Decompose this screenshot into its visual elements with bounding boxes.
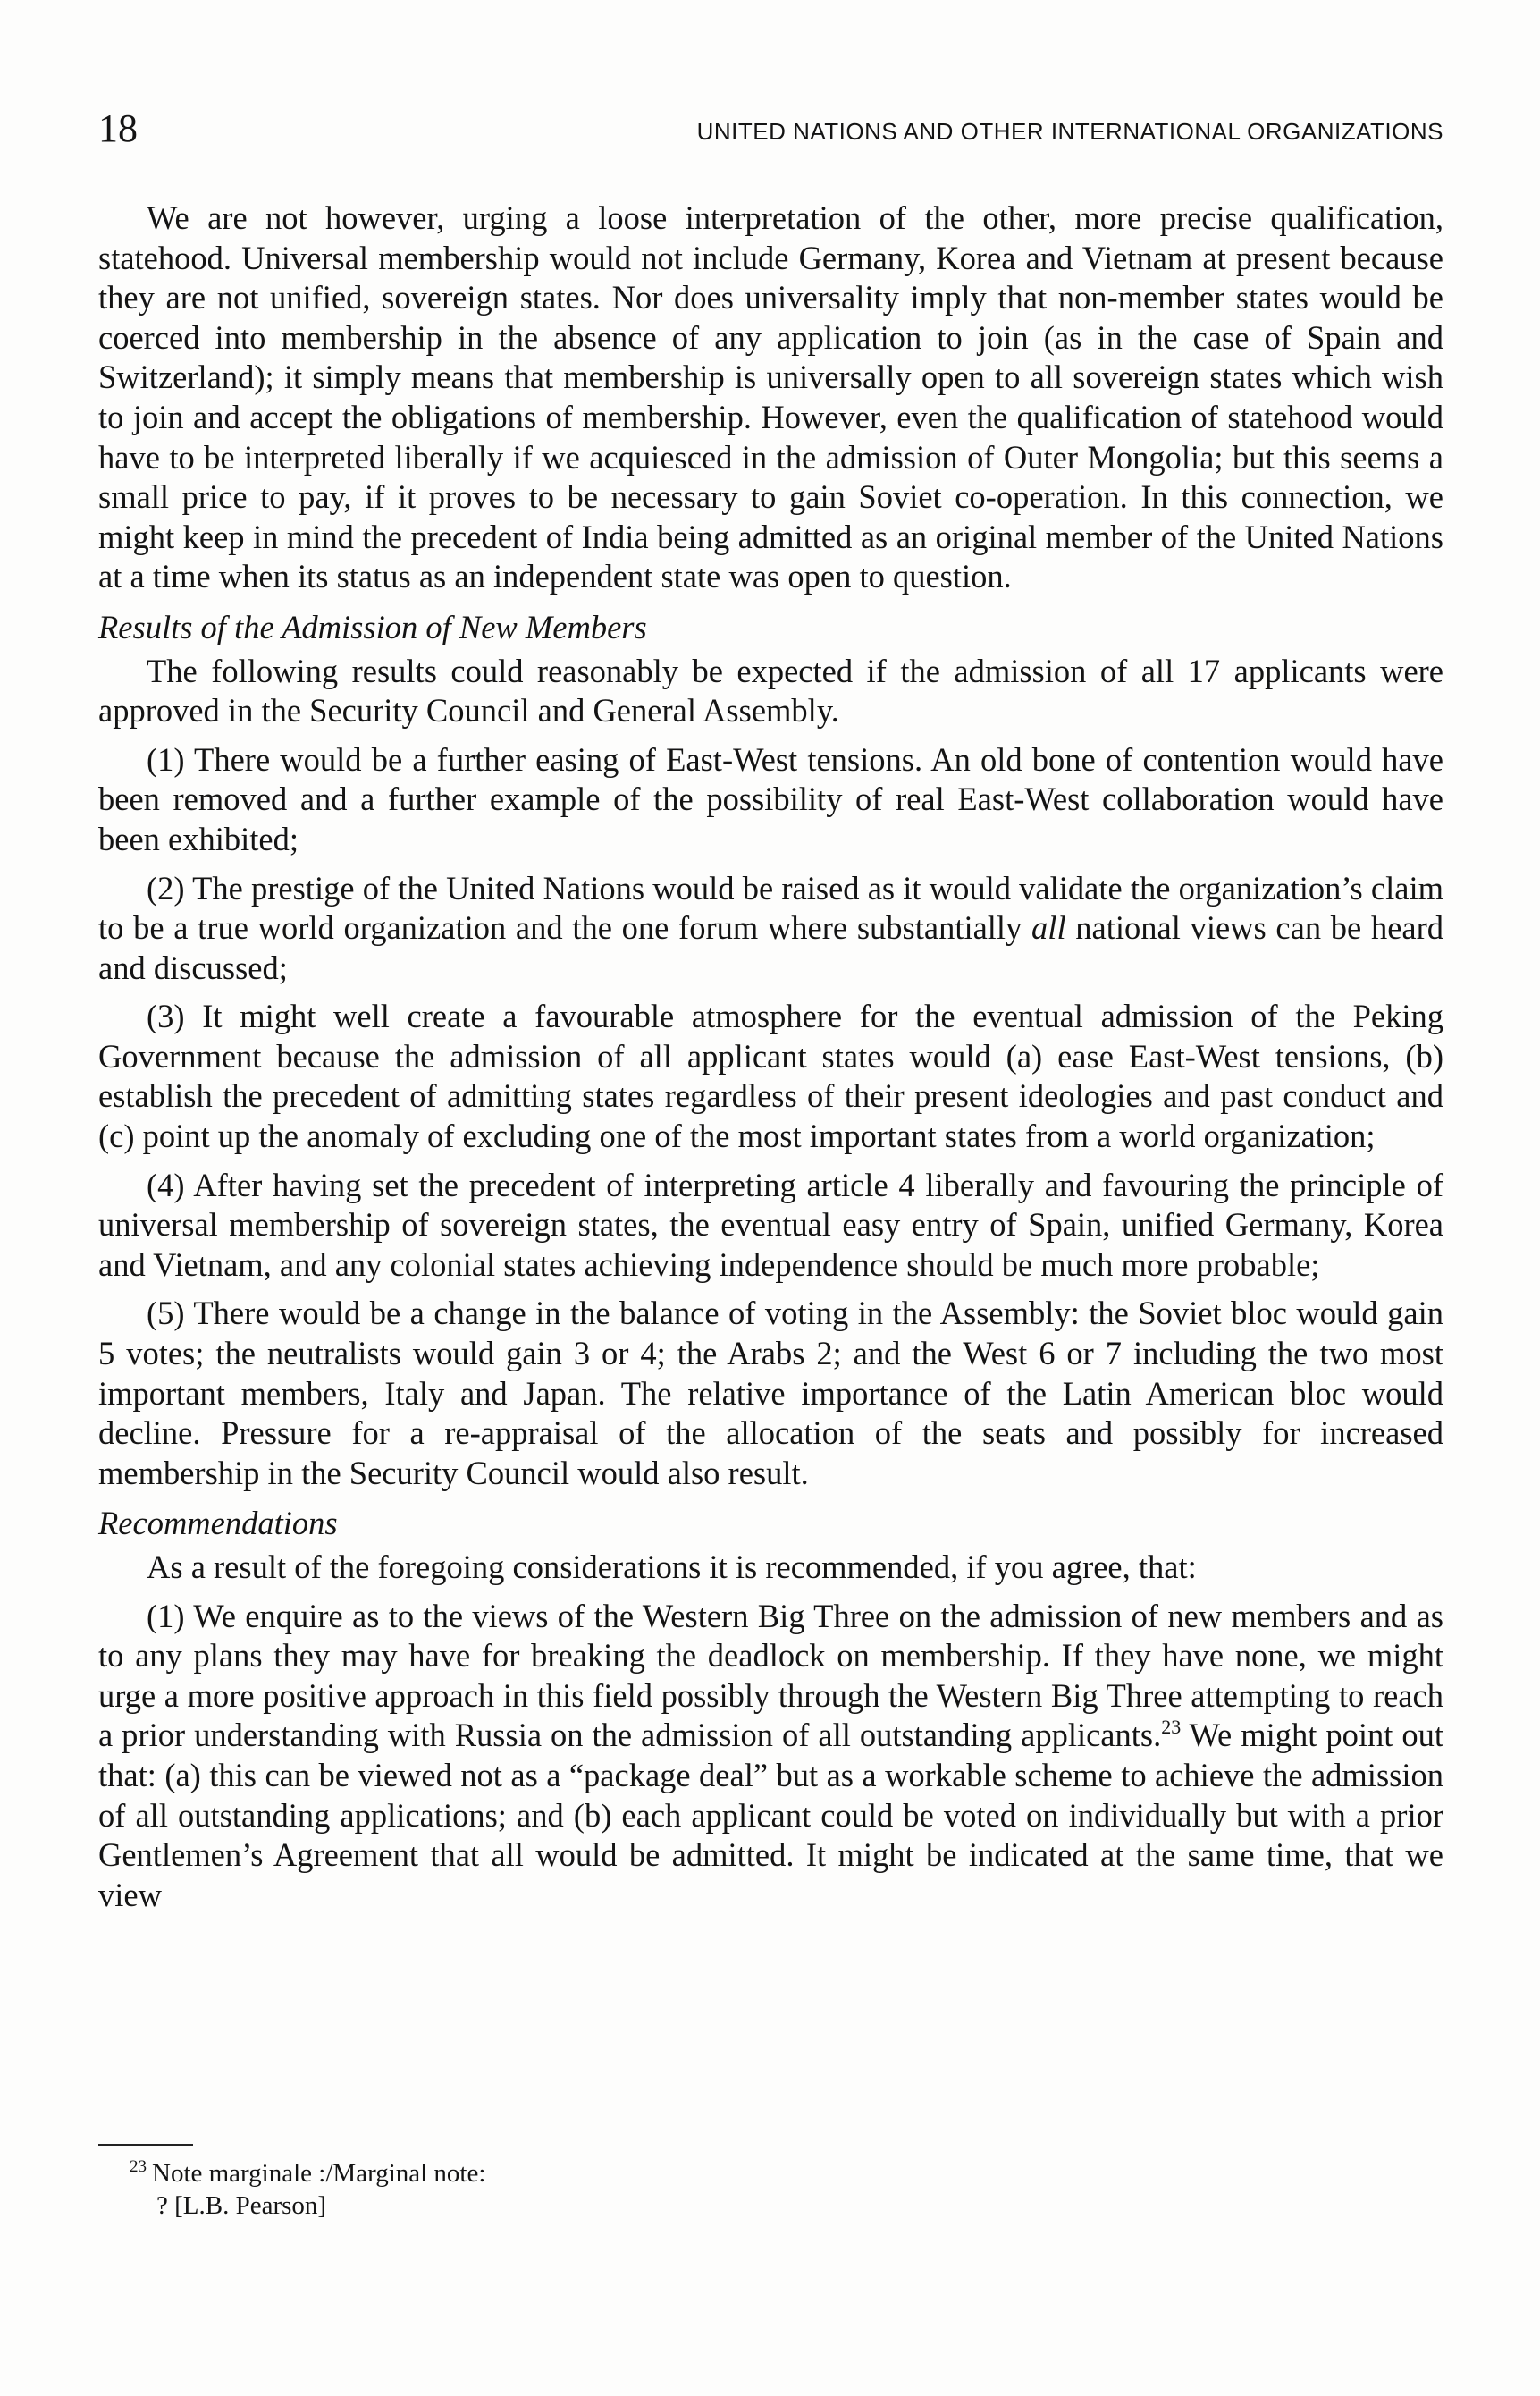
result-item-2-text: (2) The prestige of the United Nations would be raised as it would validate the organization’s claim to be a true world organization and the one forum where substantially — [98, 869, 1443, 947]
emphasis-all: all — [1031, 909, 1066, 947]
heading-recommendations: Recommendations — [98, 1505, 338, 1542]
result-item-2-text-end: national views can be heard and discussed; — [98, 909, 1443, 986]
page-number: 18 — [98, 106, 138, 150]
footnote-number: 23 — [130, 2157, 147, 2176]
footnote-reference: 23 — [1161, 1716, 1182, 1739]
paragraph-recommendations-intro: As a result of the foregoing considerations it is recommended, if you agree, that: — [147, 1548, 1197, 1585]
footnote-block — [130, 2157, 485, 2222]
footnote-line-2: ? [L.B. Pearson] — [156, 2191, 327, 2220]
result-item-4: (4) After having set the precedent of interpreting article 4 liberally and favouring the principle of universal membership of sovereign states, the eventual easy entry of Spain, unified Germany, Korea and Vietnam, and any colonial states achieving independence should be much more probable; — [98, 1166, 1443, 1283]
recommendation-item-1 — [98, 1597, 1443, 1916]
result-item-3: (3) It might well create a favourable atmosphere for the eventual admission of the Peking Government because the admission of all applicant states would (a) ease East-West tensions, (b) establish the precedent of admitting states regardless of their present ideologies and past conduct and (c) point up the anomaly of excluding one of the most important states from a world organization; — [98, 998, 1443, 1155]
running-header — [98, 105, 1443, 151]
result-item-1: (1) There would be a further easing of East-West tensions. An old bone of contention would have been removed and a further example of the possibility of real East-West collaboration would have been exhibited; — [98, 740, 1443, 857]
running-title: UNITED NATIONS AND OTHER INTERNATIONAL ORGANIZATIONS — [696, 118, 1443, 145]
paragraph-universality: We are not however, urging a loose interpretation of the other, more precise qualification, statehood. Universal membership would not include Germany, Korea and Vietnam at present because they are not unified, sovereign states. Nor does universality imply that non-member states would be coerced into membership in the absence of any application to join (as in the case of Spain and Switzerland); it simply means that membership is universally open to all sovereign states which wish to join and accept the obligations of membership. However, even the qualification of statehood would have to be interpreted liberally if we acquiesced in the admission of Outer Mongolia; but this seems a small price to pay, if it proves to be necessary to gain Soviet co-operation. In this connection, we might keep in mind the precedent of India being admitted as an original member of the United Nations at a time when its status as an independent state was open to question. — [98, 199, 1443, 595]
body-text — [98, 198, 1443, 1915]
recommendation-item-1-text-end: We might point out that: (a) this can be viewed not as a “package deal” but as a workable scheme to achieve the admission of all outstanding applications; and (b) each applicant could be voted on individually but with a prior Gentlemen’s Agreement that all would be admitted. It might be indicated at the same time, that we view — [98, 1717, 1443, 1913]
result-item-5: (5) There would be a change in the balance of voting in the Assembly: the Soviet bloc would gain 5 votes; the neutralists would gain 3 or 4; the Arabs 2; and the West 6 or 7 including the two most important members, Italy and Japan. The relative importance of the Latin American bloc would decline. Pressure for a re-appraisal of the allocation of the seats and possibly for increased membership in the Security Council would also result. — [98, 1295, 1443, 1491]
footnote-divider — [98, 2144, 193, 2146]
recommendation-item-1-text: (1) We enquire as to the views of the Western Big Three on the admission of new members and as to any plans they may have for breaking the deadlock on membership. If they have none, we might urge a more positive approach in this field possibly through the Western Big Three attempting to reach a prior understanding with Russia on the admission of all outstanding applicants. — [98, 1597, 1443, 1754]
paragraph-results-intro: The following results could reasonably be expected if the admission of all 17 applicants were approved in the Security Council and General Assembly. — [98, 652, 1443, 730]
heading-results: Results of the Admission of New Members — [98, 608, 647, 645]
result-item-2 — [98, 869, 1443, 989]
footnote-text: Note marginale :/Marginal note: — [152, 2159, 486, 2188]
footnote-line-1 — [130, 2157, 485, 2189]
